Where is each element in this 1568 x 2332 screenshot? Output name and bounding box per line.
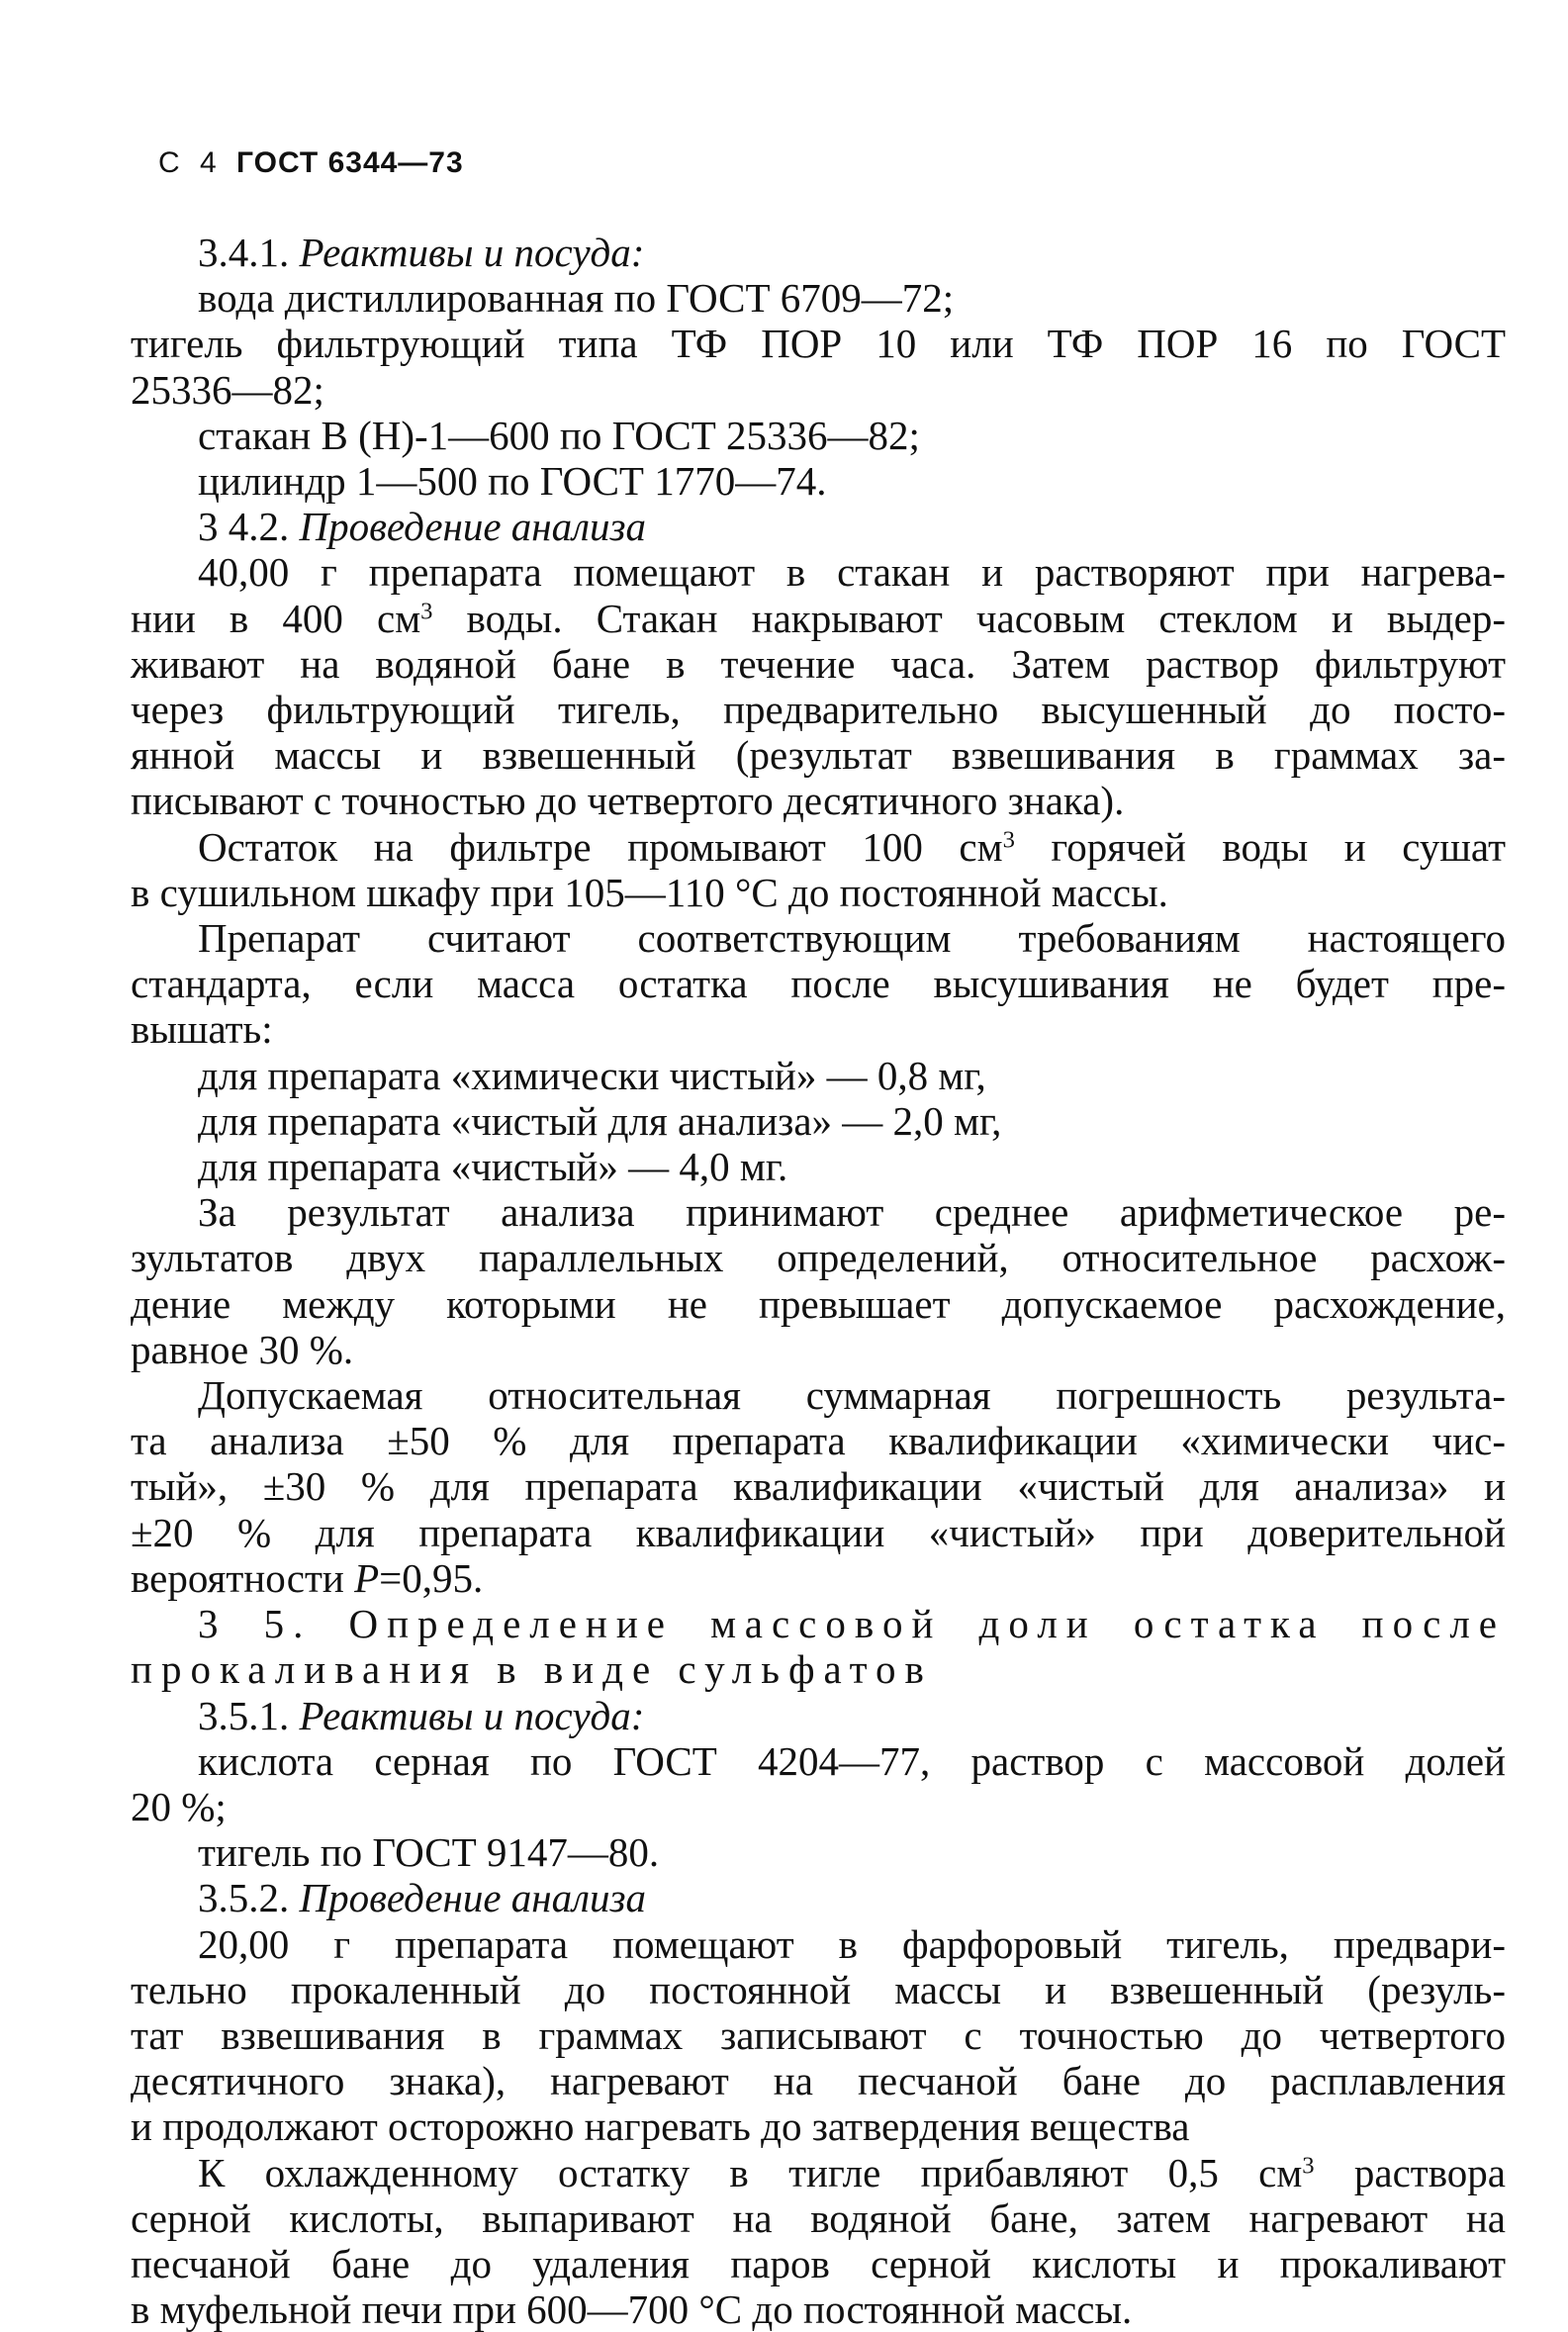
text-line: Остаток на фильтре промывают 100 $см^3$ горячей воды и сушат (198, 823, 1506, 870)
text-line: в сушильном шкафу при 105—110 °С до постоянной массы. (131, 869, 1168, 915)
text-line: Допускаемая относительная суммарная погрешность результа- (198, 1372, 1506, 1419)
text-line: 20,00 г препарата помещают в фарфоровый тигель, предвари- (198, 1920, 1506, 1967)
list-item: для препарата «химически чистый» — 0,8 мг, (198, 1052, 986, 1098)
section-number: 3.5.1. (198, 1692, 290, 1738)
text-line: кислота серная по ГОСТ 4204—77, раствор с массовой долей (198, 1737, 1506, 1784)
superscript: 3 (1302, 2152, 1315, 2180)
section-title: Реактивы и посуда: (299, 1692, 645, 1738)
text-line: тигель фильтрующий типа ТФ ПОР 10 или ТФ ПОР 16 по ГОСТ (131, 321, 1506, 367)
text-line: К охлажденному остатку в тигле прибавляют 0,5 $см^3$ раствора (198, 2149, 1506, 2195)
text-line: вышать: (131, 1006, 273, 1053)
text-line: тигель по ГОСТ 9147—80. (198, 1829, 660, 1876)
section-title: Проведение анализа (299, 504, 647, 550)
section-heading-spaced: 3 5. Определение массовой доли остатка после (198, 1601, 1506, 1647)
text-line: и продолжают осторожно нагревать до затвердения вещества (131, 2103, 1190, 2150)
page-header (158, 146, 464, 180)
text-line: янной массы и взвешенный (результат взвешивания в граммах за- (131, 732, 1506, 779)
section-heading (131, 1693, 1506, 1738)
text-line: писывают с точностью до четвертого десятичного знака). (131, 778, 1125, 824)
document-body (131, 230, 1506, 2332)
text-line: через фильтрующий тигель, предварительно высушенный до посто- (131, 687, 1506, 733)
list-item: для препарата «чистый для анализа» — 2,0 мг, (198, 1097, 1002, 1144)
text-line: 20 %; (131, 1783, 227, 1829)
text-line: тельно прокаленный до постоянной массы и взвешенный (резуль- (131, 1966, 1506, 2012)
text-line: равное 30 %. (131, 1326, 354, 1372)
text-line: десятичного знака), нагревают на песчаной бане до расплавления (131, 2058, 1506, 2104)
text-line: живают на водяной бане в течение часа. Затем раствор фильтруют (131, 640, 1506, 687)
text-line: цилиндр 1—500 по ГОСТ 1770—74. (198, 458, 827, 505)
section-title: Проведение анализа (299, 1875, 647, 1921)
page-number: 4 (200, 146, 218, 179)
header-prefix: С (158, 146, 181, 179)
standard-code: ГОСТ 6344—73 (236, 146, 464, 179)
section-number: 3 4.2. (198, 504, 290, 550)
section-heading-spaced: прокаливания в виде сульфатов (131, 1646, 933, 1693)
section-heading (131, 1875, 1506, 1920)
section-heading (131, 504, 1506, 549)
text-line: стакан В (Н)-1—600 по ГОСТ 25336—82; (198, 412, 920, 458)
text-line: тат взвешивания в граммах записывают с точностью до четвертого (131, 2011, 1506, 2058)
section-heading (131, 230, 1506, 275)
text-line: вода дистиллированная по ГОСТ 6709—72; (198, 275, 955, 322)
text-line: дение между которыми не превышает допускаемое расхождение, (131, 1280, 1506, 1327)
text-line: За результат анализа принимают среднее арифметическое ре- (198, 1189, 1506, 1236)
text-line: Препарат считают соответствующим требованиям настоящего (198, 915, 1506, 962)
text-line: серной кислоты, выпаривают на водяной бане, затем нагревают на (131, 2194, 1506, 2241)
superscript: 3 (420, 598, 433, 625)
text-line: песчаной бане до удаления паров серной кислоты и прокаливают (131, 2240, 1506, 2286)
list-item: для препарата «чистый» — 4,0 мг. (198, 1144, 788, 1190)
section-title: Реактивы и посуда: (299, 230, 645, 275)
text-line: та анализа ±50 % для препарата квалификации «химически чис- (131, 1418, 1506, 1464)
text-line: ±20 % для препарата квалификации «чистый» при доверительной (131, 1509, 1506, 1555)
text-line: тый», ±30 % для препарата квалификации «чистый для анализа» и (131, 1463, 1506, 1510)
section-number: 3.4.1. (198, 230, 290, 275)
text-line: 40,00 г препарата помещают в стакан и растворяют при нагрева- (198, 549, 1506, 596)
superscript: 3 (1002, 826, 1015, 854)
text-line: в муфельной печи при 600—700 °С до постоянной массы. (131, 2286, 1133, 2332)
section-number: 3.5.2. (198, 1875, 290, 1921)
text-line: 25336—82; (131, 366, 324, 413)
text-line: вероятности P=0,95. (131, 1554, 484, 1601)
text-line: нии в 400 $см^3$ воды. Стакан накрывают часовым стеклом и выдер- (131, 595, 1506, 641)
text-line: стандарта, если масса остатка после высушивания не будет пре- (131, 961, 1506, 1007)
text-line: зультатов двух параллельных определений, относительное расхож- (131, 1235, 1506, 1281)
